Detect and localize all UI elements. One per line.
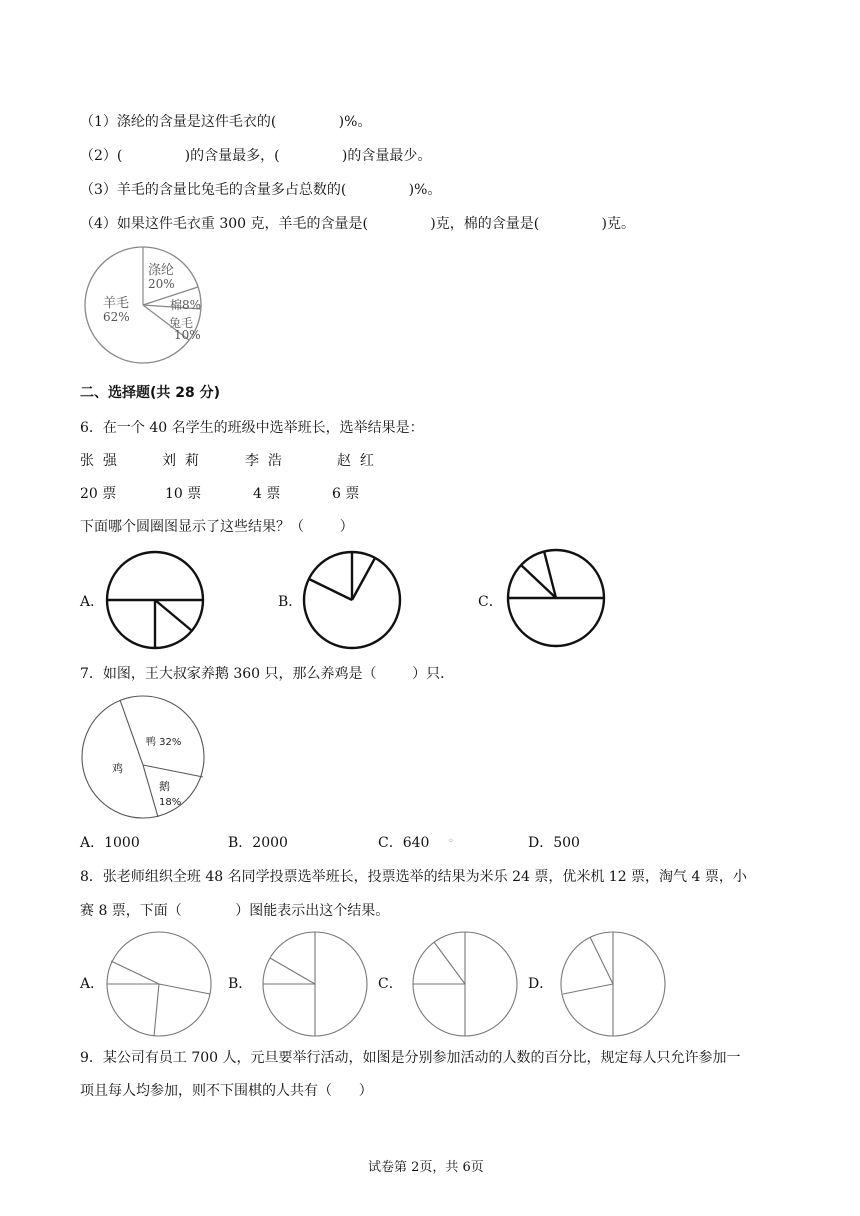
q7-stem: 7．如图，王大叔家养鹅 360 只，那么养鸡是（ ）只． <box>80 666 455 682</box>
q8-stem-line-1: 8．张老师组织全班 48 名同学投票选举班长，投票选举的结果为米乐 24 票，优米机 12 票，淘气 4 票，小 <box>80 869 747 885</box>
q8-option-b-label: B． <box>228 976 253 992</box>
q5-pie-rabbit-name: 兔毛 <box>169 316 194 330</box>
q7-pie-duck-label: 鸭 32% <box>146 737 182 748</box>
q5-item-3: （3）羊毛的含量比兔毛的含量多占总数的( )%。 <box>80 182 442 198</box>
q6-candidate-name: 张 强 <box>80 453 117 469</box>
section-title: 二、选择题(共 28 分) <box>80 385 221 401</box>
q7-option-a: A．1000 <box>80 835 140 851</box>
q7-pie-goose-pct: 18% <box>159 797 182 808</box>
q8-option-d-pie <box>560 931 666 1037</box>
q7-option-c: C．640 <box>378 835 430 851</box>
q5-pie-wool-name: 羊毛 <box>103 296 130 311</box>
q9-stem-line-2: 项且每人均参加，则不下围棋的人共有（ ） <box>80 1083 373 1099</box>
q6-option-b-pie <box>304 550 406 652</box>
q5-composition-pie <box>80 245 210 370</box>
q6-question: 下面哪个圆圈图显示了这些结果？（ ） <box>80 519 354 535</box>
q6-candidate-name: 李 浩 <box>245 453 282 469</box>
q6-stem: 6．在一个 40 名学生的班级中选举班长，选举结果是： <box>80 420 424 436</box>
q5-pie-wool-pct: 62% <box>103 310 130 324</box>
q6-vote-count: 6 票 <box>332 486 360 502</box>
q6-vote-count: 20 票 <box>80 486 117 502</box>
q7-option-b: B．2000 <box>228 835 288 851</box>
stray-dot-mark: ◦ <box>448 836 454 847</box>
q6-candidate-name: 赵 红 <box>337 453 374 469</box>
q8-stem-line-2: 赛 8 票，下面（ ）图能表示出这个结果。 <box>80 903 390 919</box>
q7-pie-chicken-label: 鸡 <box>112 762 123 775</box>
q6-option-b-label: B． <box>278 594 303 610</box>
q8-option-c-label: C． <box>378 976 403 992</box>
q5-pie-polyester-name: 涤纶 <box>148 263 175 278</box>
q5-pie-rabbit-pct: 10% <box>174 328 201 342</box>
q5-item-1: （1）涤纶的含量是这件毛衣的( )%。 <box>80 114 372 130</box>
q9-stem-line-1: 9．某公司有员工 700 人，元旦要举行活动，如图是分别参加活动的人数的百分比，规定每人只允许参加一 <box>80 1050 741 1066</box>
q8-option-b-pie <box>262 931 368 1037</box>
q7-pie-goose-label: 鹅 <box>159 780 170 793</box>
q8-option-d-label: D． <box>528 976 554 992</box>
q8-option-a-label: A． <box>80 976 105 992</box>
q6-vote-count: 10 票 <box>165 486 202 502</box>
q7-option-d: D．500 <box>528 835 580 851</box>
q8-option-c-pie <box>412 931 518 1037</box>
q6-candidate-name: 刘 莉 <box>162 453 199 469</box>
q6-option-a-label: A． <box>80 594 105 610</box>
q5-pie-cotton-label: 棉8% <box>170 298 202 312</box>
q6-option-a-pie <box>105 550 207 652</box>
q6-option-c-pie <box>506 548 608 650</box>
q5-item-2: （2）( )的含量最多，( )的含量最少。 <box>80 148 432 164</box>
q6-vote-count: 4 票 <box>253 486 281 502</box>
q7-farm-pie <box>80 697 210 822</box>
q8-option-a-pie <box>106 931 212 1037</box>
q5-item-4: （4）如果这件毛衣重 300 克，羊毛的含量是( )克，棉的含量是( )克。 <box>80 216 635 232</box>
page-footer: 试卷第 2页，共 6页 <box>368 1160 484 1175</box>
q5-pie-polyester-pct: 20% <box>148 277 175 291</box>
q6-option-c-label: C． <box>478 594 503 610</box>
